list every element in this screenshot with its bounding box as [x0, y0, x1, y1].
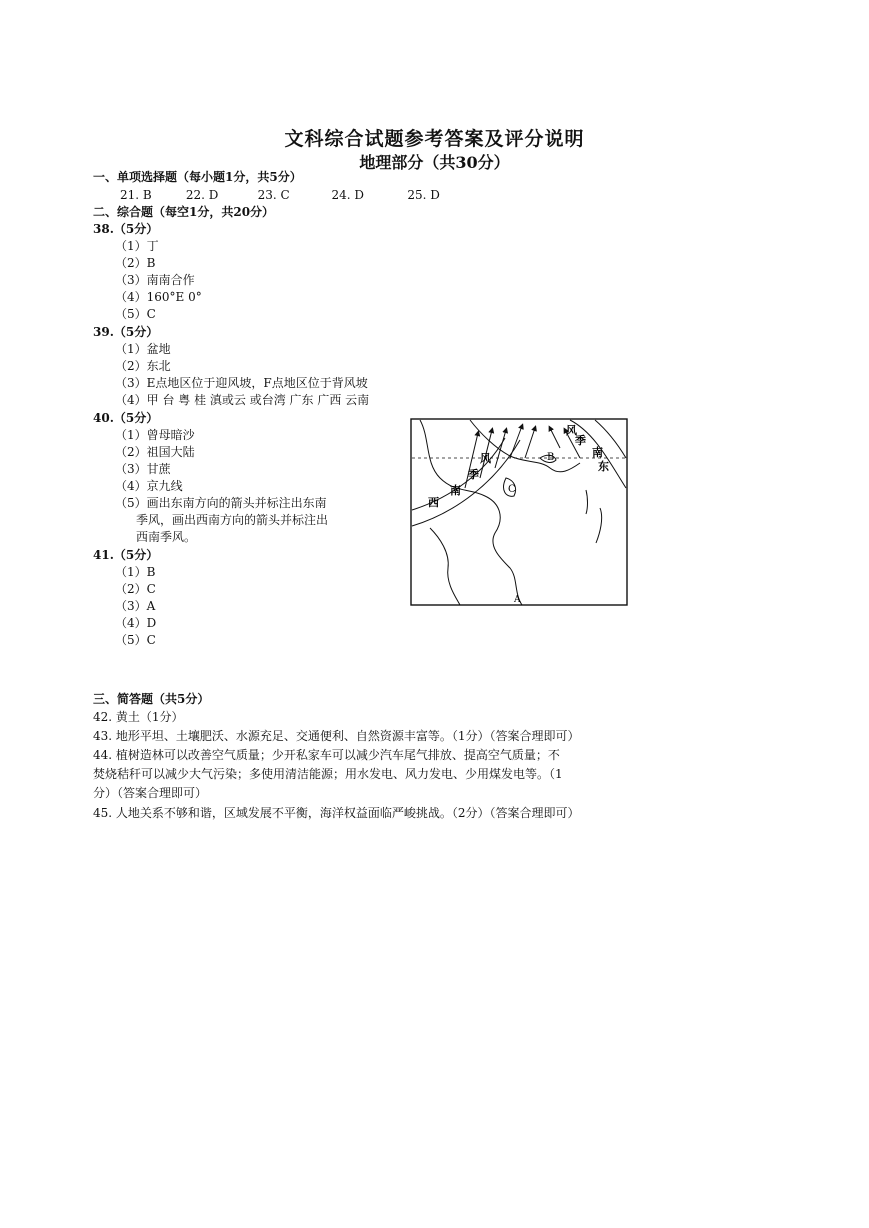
q38-title: 38.（5分）: [93, 222, 159, 236]
answer-23: 23. C: [257, 188, 290, 202]
map-label: 季: [468, 468, 479, 481]
section1-heading: 一、单项选择题（每小题1分，共5分）: [93, 170, 302, 184]
q40-item: （2）祖国大陆: [115, 445, 195, 459]
document-title: 文科综合试题参考答案及评分说明: [284, 128, 585, 150]
q40-item-cont: 季风，画出西南方向的箭头并标注出: [136, 513, 329, 527]
q43-answer: 43. 地形平坦、土壤肥沃、水源充足、交通便利、自然资源丰富等。（1分）（答案合理即可）: [93, 729, 580, 743]
map-label: 东: [598, 460, 609, 473]
q39-title: 39.（5分）: [93, 325, 159, 339]
q40-item: （5）画出东南方向的箭头并标注出东南: [115, 496, 327, 510]
q41-item: （3）A: [115, 599, 156, 613]
map-label: 季: [575, 434, 586, 447]
q38-item: （5）C: [115, 307, 156, 321]
monsoon-map: [410, 418, 628, 606]
mcq-answers: [120, 188, 467, 203]
q40-title: 40.（5分）: [93, 411, 159, 425]
q41-item: （2）C: [115, 582, 156, 596]
q40-item-cont: 西南季风。: [136, 530, 197, 544]
q39-item: （3）E点地区位于迎风坡，F点地区位于背风坡: [115, 376, 368, 390]
map-label: 风: [566, 424, 577, 437]
q38-item: （1）丁: [115, 239, 159, 253]
q40-item: （3）甘蔗: [115, 462, 171, 476]
q39-item: （2）东北: [115, 359, 171, 373]
q38-item: （3）南南合作: [115, 273, 195, 287]
map-label: 南: [450, 484, 461, 497]
answer-21: 21. B: [120, 188, 152, 202]
q41-item: （5）C: [115, 633, 156, 647]
q39-item: （1）盆地: [115, 342, 171, 356]
q41-item: （4）D: [115, 616, 157, 630]
q38-item: （4）160°E 0°: [115, 290, 202, 304]
q45-answer: 45. 人地关系不够和谐，区域发展不平衡，海洋权益面临严峻挑战。（2分）（答案合理即可）: [93, 806, 580, 820]
answer-22: 22. D: [185, 188, 219, 202]
map-label: A: [514, 595, 521, 605]
q42-answer: 42. 黄土（1分）: [93, 710, 184, 724]
q44-answer-cont: 焚烧秸秆可以减少大气污染；多使用清洁能源；用水发电、风力发电、少用煤发电等。（1: [93, 767, 563, 781]
map-label: 风: [480, 452, 491, 465]
q41-title: 41.（5分）: [93, 548, 159, 562]
q44-answer-cont: 分）（答案合理即可）: [93, 786, 208, 800]
map-label: 西: [428, 496, 439, 509]
q38-item: （2）B: [115, 256, 156, 270]
q44-answer: 44. 植树造林可以改善空气质量；少开私家车可以减少汽车尾气排放、提高空气质量；不: [93, 748, 560, 762]
map-label: C: [508, 484, 516, 495]
q40-item: （4）京九线: [115, 479, 183, 493]
section2-heading: 二、综合题（每空1分，共20分）: [93, 205, 275, 219]
q41-item: （1）B: [115, 565, 156, 579]
q39-item: （4）甲 台 粤 桂 滇或云 或台湾 广东 广西 云南: [115, 393, 370, 407]
map-label: 南: [592, 446, 603, 459]
section3-heading: 三、简答题（共5分）: [93, 692, 210, 706]
answer-24: 24. D: [331, 188, 365, 202]
answer-25: 25. D: [407, 188, 440, 202]
map-label: B: [547, 452, 555, 463]
document-subtitle: 地理部分（共30分）: [359, 153, 510, 172]
q40-item: （1）曾母暗沙: [115, 428, 195, 442]
